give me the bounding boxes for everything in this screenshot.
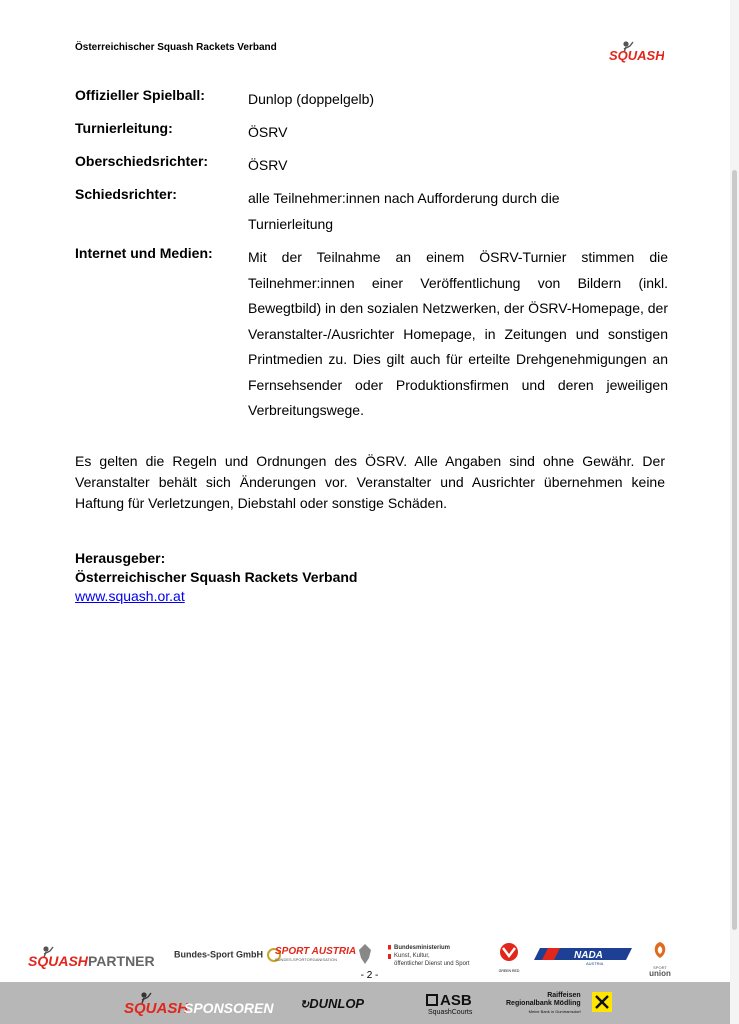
- union-text: union: [649, 969, 671, 978]
- raiffeisen-line-1: Raiffeisen: [547, 992, 581, 999]
- raiffeisen-line-3: Meine Bank in Gumtramsdorf: [528, 1009, 581, 1014]
- squash-logo: [606, 40, 664, 64]
- publisher-block: [75, 549, 357, 606]
- header-org-name: Österreichischer Squash Rackets Verband: [75, 42, 277, 53]
- partner-label-text: PARTNER: [88, 953, 155, 969]
- squash-sponsoren-logo: [124, 990, 274, 1023]
- asb-text: ASB: [440, 992, 472, 1009]
- nada-sub: AUSTRIA: [586, 961, 604, 966]
- scrollbar-thumb[interactable]: [732, 170, 737, 930]
- info-value: Mit der Teilnahme an einem ÖSRV-Turnier stimmen die Teilnehmer:innen einer Veröffentlichung von Bildern (inkl. Bewegtbild) in den sozialen Netzwerken, der ÖSRV-Homepage, der Veranstalter-/Ausrichter Homepage, in Zeitungen und sonstigen Printmedien zu. Dies gilt auch für erteilte Drehgenehmigungen an Fernsehsender oder Produktionsfirmen und deren jeweiligen Verbreitungswege.: [248, 249, 668, 418]
- publisher-heading: Herausgeber:: [75, 550, 166, 566]
- ministerium-line-3: öffentlicher Dienst und Sport: [394, 961, 470, 967]
- eagle-icon: [355, 942, 375, 971]
- info-label: Offizieller Spielball:: [75, 87, 205, 103]
- ministerium-line-1: Bundesministerium: [394, 945, 451, 951]
- info-label: Internet und Medien:: [75, 245, 213, 261]
- union-sport-text: SPORT: [653, 965, 667, 970]
- info-label: Oberschiedsrichter:: [75, 153, 209, 169]
- asb-sub: SquashCourts: [428, 1009, 473, 1016]
- partner-squash-text: SQUASH: [28, 953, 88, 969]
- dunlop-logo: ↻DUNLOP: [300, 996, 365, 1011]
- raiffeisen-line-2: Regionalbank Mödling: [506, 1000, 581, 1007]
- publisher-link[interactable]: www.squash.or.at: [75, 588, 185, 604]
- ministerium-line-2: Kunst, Kultur,: [394, 953, 430, 959]
- dunlop-text: DUNLOP: [309, 996, 365, 1011]
- nada-logo: [534, 946, 632, 971]
- bundes-sport-logo: [174, 948, 282, 962]
- sponsor-bar: [0, 982, 730, 1024]
- publisher-name: Österreichischer Squash Rackets Verband: [75, 569, 358, 585]
- sport-austria-text: SPORT AUSTRIA: [275, 946, 357, 957]
- ministerium-logo: [388, 944, 470, 968]
- nada-text: NADA: [574, 950, 603, 961]
- sport-austria-logo: [275, 946, 356, 962]
- sport-austria-sub: BUNDES-SPORTORGANISATION: [275, 957, 338, 962]
- bundes-sport-text: Bundes-Sport GmbH: [174, 949, 263, 960]
- squash-logo-text: SQUASH: [609, 48, 664, 63]
- info-label: Turnierleitung:: [75, 120, 173, 136]
- greenred-logo: [497, 942, 521, 973]
- info-value: ÖSRV: [248, 124, 288, 140]
- raiffeisen-icon: [592, 992, 612, 1017]
- sponsor-label-text: SPONSOREN: [184, 1000, 274, 1016]
- asb-logo: [426, 992, 472, 1016]
- greenred-text: GREEN RED: [498, 969, 520, 973]
- info-value: alle Teilnehmer:innen nach Aufforderung durch die Turnierleitung: [248, 190, 560, 232]
- raiffeisen-logo: [506, 992, 581, 1016]
- sponsor-squash-text: SQUASH: [124, 1000, 189, 1017]
- info-label: Schiedsrichter:: [75, 186, 177, 202]
- info-value: ÖSRV: [248, 157, 288, 173]
- page-number: - 2 -: [360, 970, 379, 981]
- rules-paragraph: Es gelten die Regeln und Ordnungen des ÖSRV. Alle Angaben sind ohne Gewähr. Der Veranstalter behält sich Änderungen vor. Veranstalter und Ausrichter übernehmen keine Haftung für Verletzungen, Diebstahl oder sonstige Schäden.: [75, 453, 665, 511]
- scrollbar[interactable]: [730, 0, 739, 1024]
- info-value: Dunlop (doppelgelb): [248, 91, 375, 107]
